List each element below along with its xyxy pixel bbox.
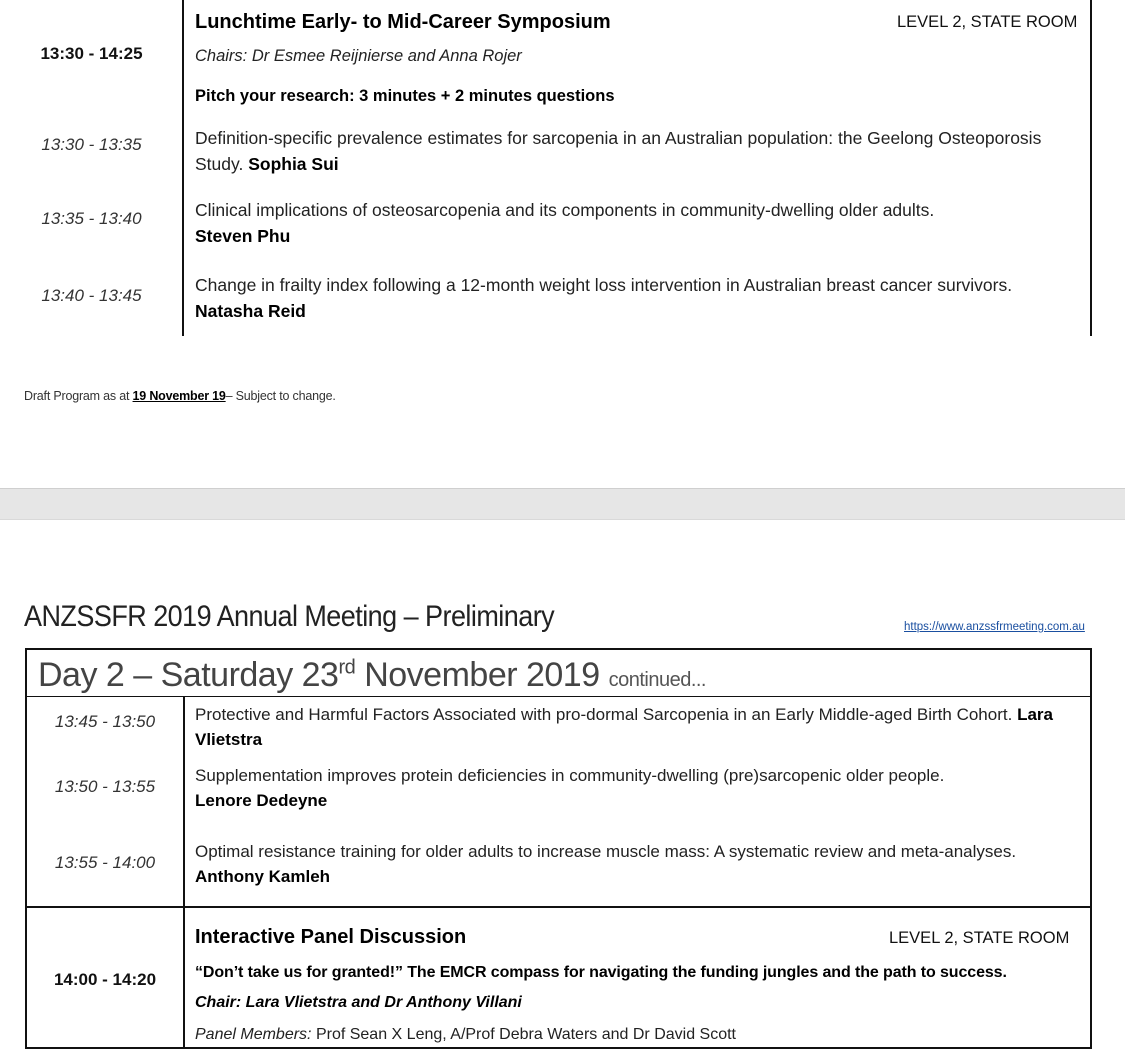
page-footer: [24, 389, 336, 403]
table-rule: [27, 906, 1090, 908]
talk-speaker: Lara Vlietstra: [195, 705, 1053, 749]
talk-time: 13:30 - 13:35: [41, 135, 142, 154]
session-title: Lunchtime Early- to Mid-Career Symposium: [195, 11, 611, 33]
session-subtitle: Pitch your research: 3 minutes + 2 minutes questions: [195, 87, 615, 105]
panel-members-label: Panel Members:: [195, 1026, 312, 1043]
talk-speaker: Anthony Kamleh: [195, 867, 331, 886]
day-heading-ordinal: rd: [338, 656, 356, 679]
session-chairs: Chairs: Dr Esmee Reijnierse and Anna Rojer: [195, 47, 522, 65]
talk-entry: [195, 702, 1080, 752]
table-rule: [27, 696, 1090, 697]
talk-title: Protective and Harmful Factors Associated with pro-dormal Sarcopenia in an Early Middle-aged Birth Cohort.: [195, 705, 1013, 724]
panel-members: [195, 1022, 1075, 1048]
footer-prefix: Draft Program as at: [24, 389, 133, 403]
talk-title: Change in frailty index following a 12-month weight loss intervention in Australian breast cancer survivors.: [195, 275, 1013, 295]
talk-speaker: Lenore Dedeyne: [195, 791, 328, 810]
talk-title: Optimal resistance training for older adults to increase muscle mass: A systematic review and meta-analyses.: [195, 842, 1017, 861]
talk-speaker: Steven Phu: [195, 226, 291, 246]
program-table: [25, 648, 1092, 1049]
talk-title: Clinical implications of osteosarcopenia and its components in community-dwelling older adults.: [195, 200, 935, 220]
panel-title: Interactive Panel Discussion: [195, 926, 467, 948]
day-heading-suffix: November 2019: [355, 656, 609, 694]
panel-chair: Chair: Lara Vlietstra and Dr Anthony Villani: [195, 994, 522, 1011]
talk-entry: [195, 125, 1055, 177]
talk-time: 13:40 - 13:45: [41, 286, 142, 305]
day-heading-prefix: Day 2 – Saturday 23: [38, 656, 339, 694]
footer-date: 19 November 19: [132, 389, 226, 403]
talk-entry: [195, 197, 1055, 249]
day-heading: [38, 656, 706, 695]
talk-time: 13:50 - 13:55: [54, 777, 156, 796]
panel-time: 14:00 - 14:20: [53, 970, 157, 989]
talk-time: 13:35 - 13:40: [41, 209, 142, 228]
session-venue: LEVEL 2, STATE ROOM: [897, 13, 1078, 31]
document-title: ANZSSFR 2019 Annual Meeting – Preliminary: [24, 600, 555, 633]
talk-speaker: Sophia Sui: [248, 154, 339, 174]
day-heading-continued: continued...: [608, 669, 706, 691]
session-time: 13:30 - 14:25: [40, 44, 143, 63]
talk-title: Definition-specific prevalence estimates for sarcopenia in an Australian population: the Geelong Osteoporosis Study.: [195, 128, 1042, 174]
website-link[interactable]: https://www.anzssfrmeeting.com.au: [904, 621, 1085, 633]
panel-quote: “Don’t take us for granted!” The EMCR compass for navigating the funding jungles and the path to success.: [195, 964, 1007, 981]
page-separator: [0, 488, 1125, 520]
talk-entry: [195, 839, 1075, 889]
footer-suffix: – Subject to change.: [225, 389, 336, 403]
table-right-border: [1090, 0, 1092, 336]
talk-title: Supplementation improves protein deficiencies in community-dwelling (pre)sarcopenic older people.: [195, 766, 945, 785]
talk-speaker: Natasha Reid: [195, 301, 306, 321]
talk-time: 13:55 - 14:00: [54, 853, 156, 872]
panel-members-list: Prof Sean X Leng, A/Prof Debra Waters and Dr David Scott: [311, 1026, 736, 1043]
talk-entry: [195, 272, 1055, 324]
table-column-divider: [183, 696, 185, 1049]
talk-entry: [195, 763, 1085, 813]
talk-time: 13:45 - 13:50: [54, 712, 156, 731]
panel-venue: LEVEL 2, STATE ROOM: [889, 929, 1070, 947]
